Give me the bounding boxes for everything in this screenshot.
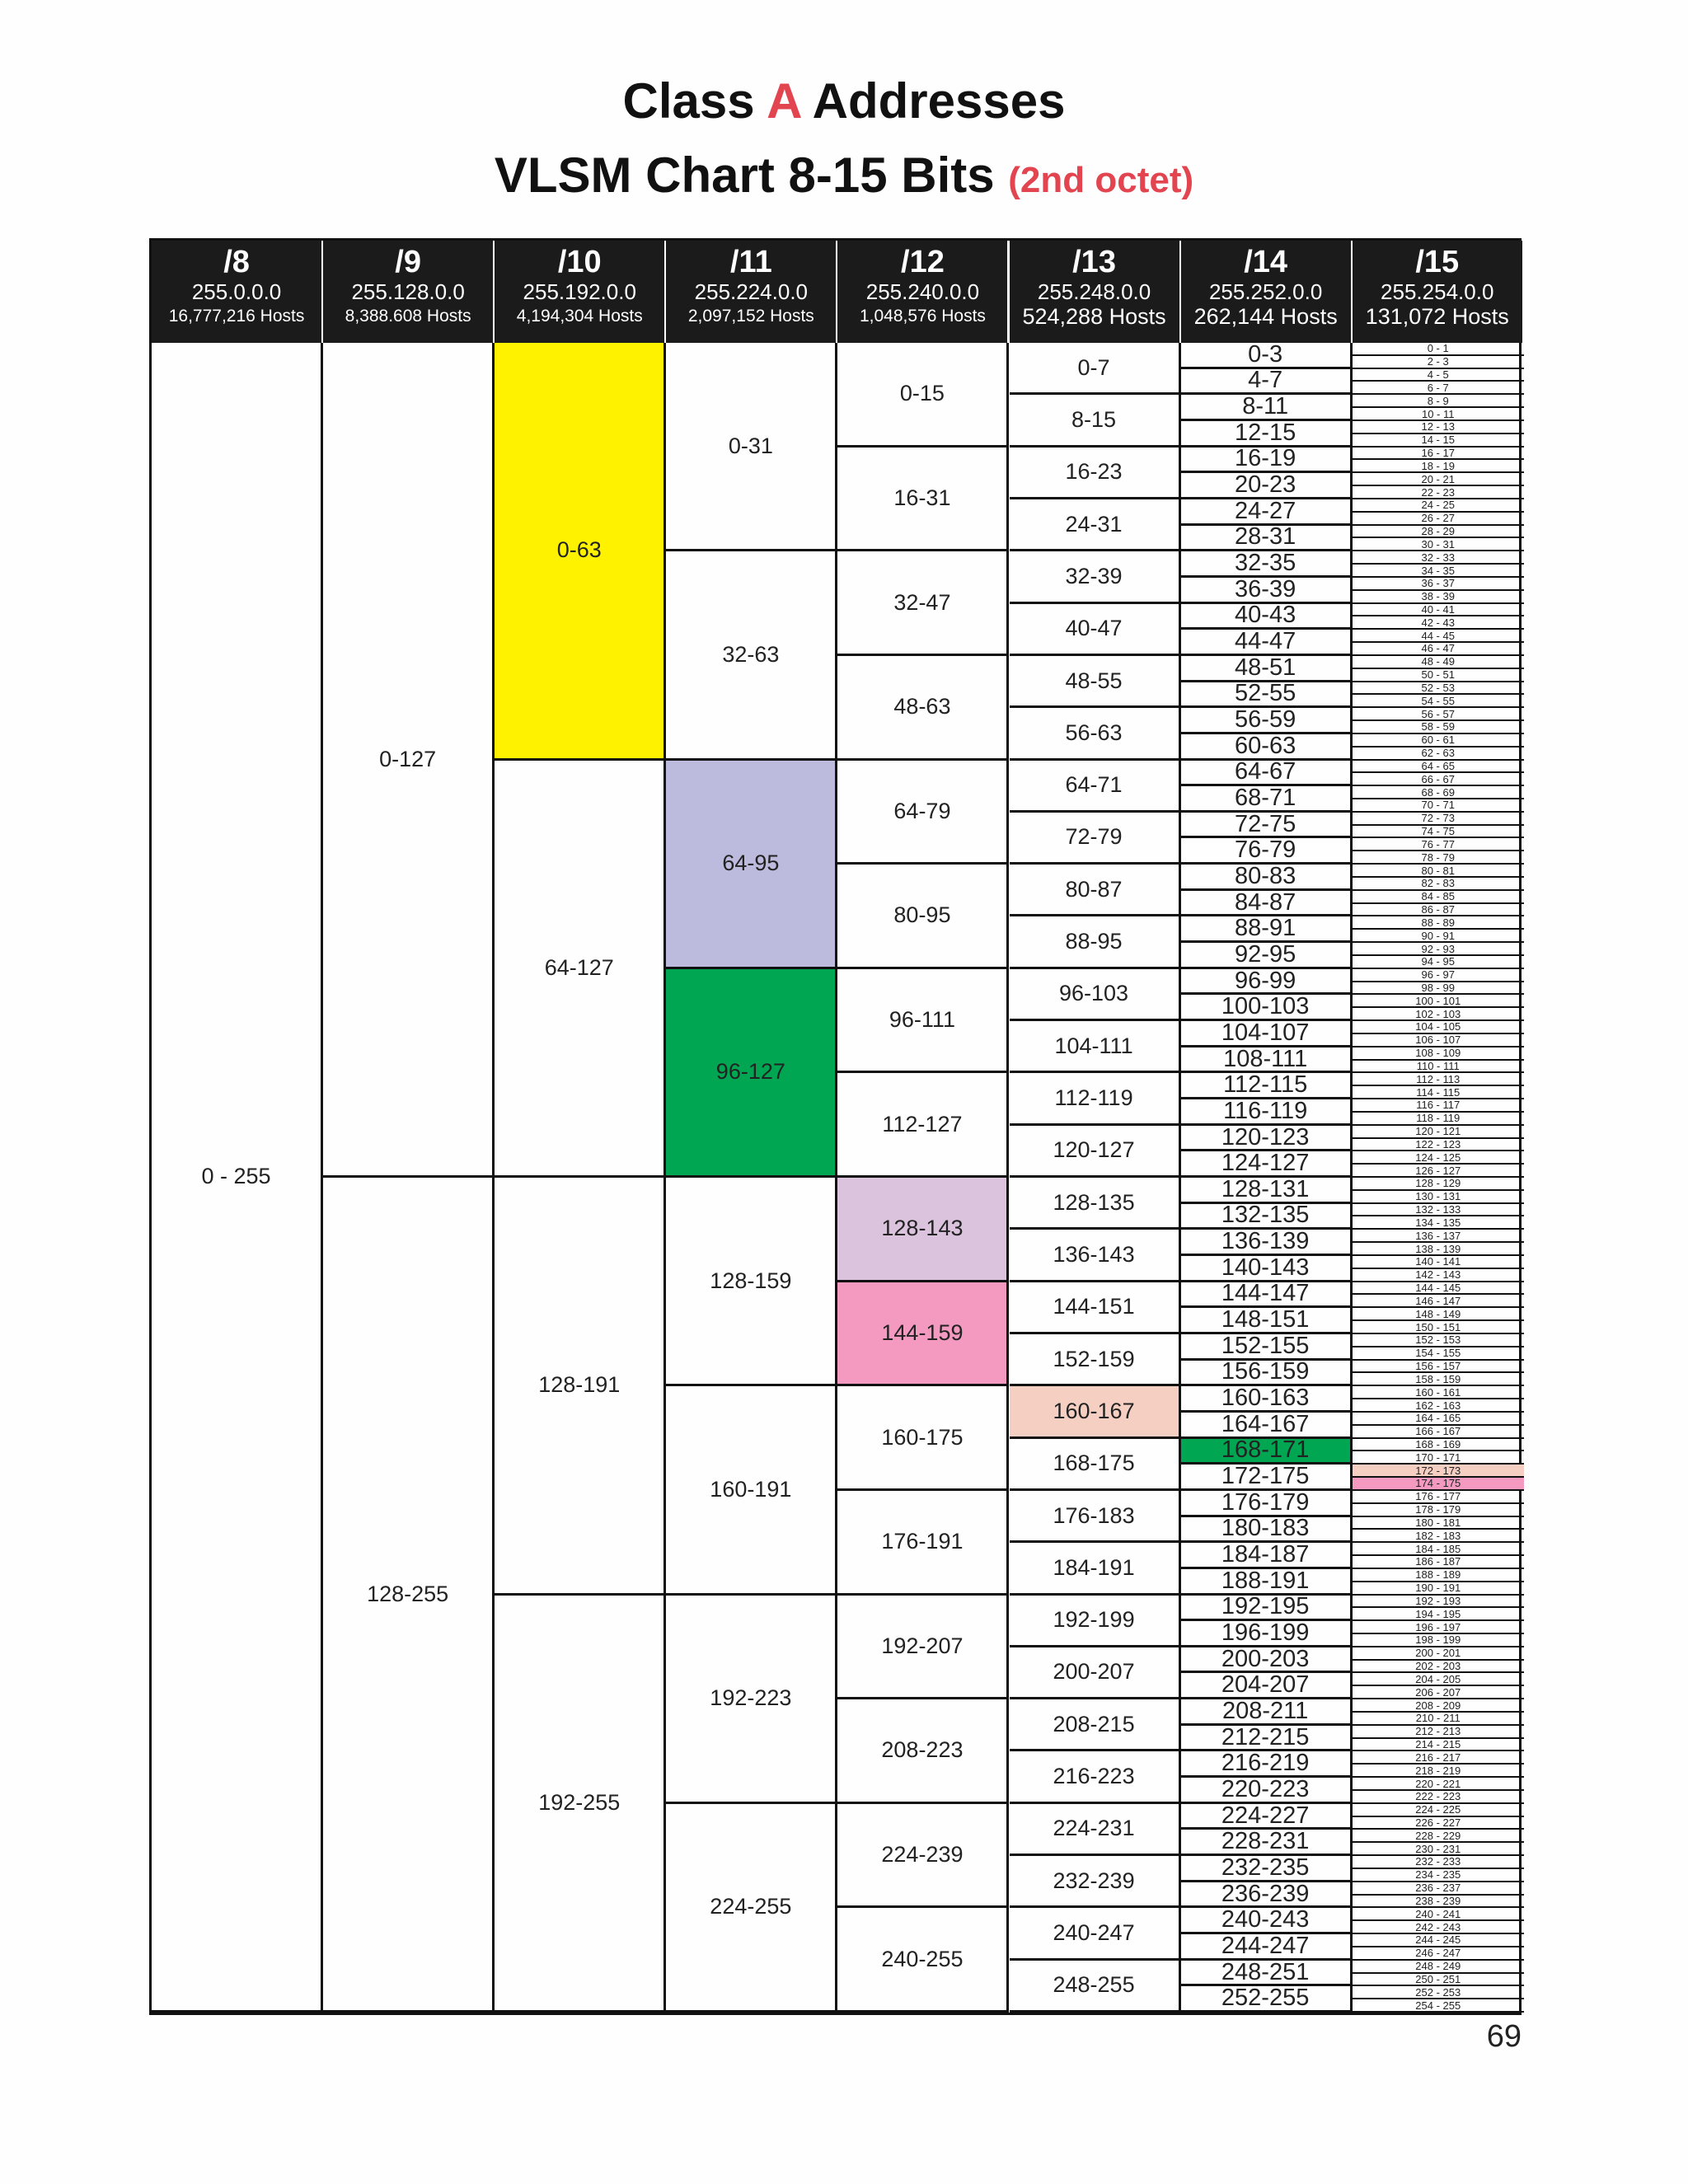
range-cell-14: 20-23 — [1181, 473, 1353, 499]
range-cell-15: 246 - 247 — [1353, 1947, 1524, 1961]
column-header-8 — [152, 241, 323, 343]
hosts-label: 8,388.608 Hosts — [345, 307, 471, 326]
range-cell-12: 0-15 — [837, 343, 1009, 448]
range-cell-14: 220-223 — [1181, 1778, 1353, 1804]
range-cell-13: 168-175 — [1010, 1439, 1181, 1491]
range-cell-15: 174 - 175 — [1353, 1478, 1524, 1491]
range-cell-14: 152-155 — [1181, 1334, 1353, 1361]
range-cell-13: 32-39 — [1010, 551, 1181, 603]
range-cell-14: 240-243 — [1181, 1908, 1353, 1934]
range-cell-15: 10 - 11 — [1353, 408, 1524, 421]
range-cell-15: 110 - 111 — [1353, 1061, 1524, 1074]
range-cell-15: 214 - 215 — [1353, 1739, 1524, 1752]
range-cell-14: 140-143 — [1181, 1256, 1353, 1282]
range-cell-11: 192-223 — [666, 1596, 837, 1804]
range-cell-12: 224-239 — [837, 1804, 1009, 1909]
hosts-label: 16,777,216 Hosts — [168, 307, 305, 326]
range-cell-12: 32-47 — [837, 551, 1009, 656]
range-cell-14: 76-79 — [1181, 838, 1353, 865]
range-cell-15: 134 - 135 — [1353, 1216, 1524, 1230]
range-cell-14: 244-247 — [1181, 1934, 1353, 1961]
range-cell-12: 240-255 — [837, 1908, 1009, 2013]
range-cell-14: 156-159 — [1181, 1361, 1353, 1387]
range-cell-14: 60-63 — [1181, 734, 1353, 761]
range-cell-15: 192 - 193 — [1353, 1596, 1524, 1609]
range-cell-13: 136-143 — [1010, 1230, 1181, 1282]
range-cell-15: 76 - 77 — [1353, 838, 1524, 851]
range-cell-13: 112-119 — [1010, 1073, 1181, 1125]
column-header-15 — [1353, 241, 1524, 343]
range-cell-14: 180-183 — [1181, 1517, 1353, 1544]
range-cell-15: 42 - 43 — [1353, 616, 1524, 630]
range-cell-15: 112 - 113 — [1353, 1073, 1524, 1086]
class-letter: A — [767, 73, 801, 129]
range-cell-15: 66 - 67 — [1353, 773, 1524, 786]
range-cell-14: 12-15 — [1181, 421, 1353, 448]
range-cell-15: 188 - 189 — [1353, 1569, 1524, 1582]
range-cell-10: 128-191 — [495, 1178, 666, 1596]
range-cell-15: 46 - 47 — [1353, 643, 1524, 656]
range-cell-13: 120-127 — [1010, 1126, 1181, 1178]
range-cell-15: 170 - 171 — [1353, 1451, 1524, 1465]
range-cell-14: 128-131 — [1181, 1178, 1353, 1204]
range-cell-13: 24-31 — [1010, 499, 1181, 551]
range-cell-14: 124-127 — [1181, 1151, 1353, 1178]
range-cell-10: 192-255 — [495, 1596, 666, 2013]
range-cell-15: 162 - 163 — [1353, 1399, 1524, 1413]
range-cell-14: 168-171 — [1181, 1439, 1353, 1465]
hosts-label: 131,072 Hosts — [1365, 304, 1509, 329]
range-cell-12: 48-63 — [837, 656, 1009, 761]
range-cell-15: 240 - 241 — [1353, 1908, 1524, 1921]
range-cell-13: 184-191 — [1010, 1543, 1181, 1595]
range-cell-13: 40-47 — [1010, 604, 1181, 656]
range-cell-15: 48 - 49 — [1353, 656, 1524, 669]
range-cell-11: 160-191 — [666, 1386, 837, 1595]
range-cell-11: 128-159 — [666, 1178, 837, 1386]
range-cell-15: 196 - 197 — [1353, 1621, 1524, 1634]
range-cell-12: 80-95 — [837, 865, 1009, 969]
range-cell-15: 148 - 149 — [1353, 1308, 1524, 1321]
range-cell-12: 64-79 — [837, 761, 1009, 865]
range-cell-15: 126 - 127 — [1353, 1165, 1524, 1178]
range-cell-13: 152-159 — [1010, 1334, 1181, 1386]
column-header-9 — [323, 241, 495, 343]
range-cell-13: 8-15 — [1010, 395, 1181, 447]
range-cell-15: 0 - 1 — [1353, 343, 1524, 356]
range-cell-14: 188-191 — [1181, 1569, 1353, 1596]
range-cell-15: 106 - 107 — [1353, 1034, 1524, 1047]
range-cell-11: 96-127 — [666, 969, 837, 1178]
range-cell-14: 236-239 — [1181, 1882, 1353, 1909]
range-cell-13: 232-239 — [1010, 1856, 1181, 1908]
range-cell-13: 176-183 — [1010, 1491, 1181, 1543]
range-cell-15: 168 - 169 — [1353, 1439, 1524, 1452]
range-cell-9: 0-127 — [323, 343, 495, 1178]
range-cell-15: 152 - 153 — [1353, 1334, 1524, 1347]
range-cell-14: 208-211 — [1181, 1699, 1353, 1726]
range-cell-8: 0 - 255 — [152, 343, 323, 2013]
range-cell-14: 224-227 — [1181, 1804, 1353, 1830]
range-cell-13: 216-223 — [1010, 1751, 1181, 1803]
range-cell-15: 154 - 155 — [1353, 1347, 1524, 1361]
range-cell-10: 64-127 — [495, 761, 666, 1179]
range-cell-15: 72 - 73 — [1353, 813, 1524, 826]
range-cell-15: 118 - 119 — [1353, 1113, 1524, 1126]
range-cell-15: 84 - 85 — [1353, 891, 1524, 904]
range-cell-13: 88-95 — [1010, 916, 1181, 968]
range-cell-15: 70 - 71 — [1353, 799, 1524, 813]
range-cell-12: 128-143 — [837, 1178, 1009, 1282]
range-cell-15: 88 - 89 — [1353, 916, 1524, 930]
range-cell-15: 92 - 93 — [1353, 943, 1524, 956]
range-cell-14: 204-207 — [1181, 1673, 1353, 1699]
range-cell-15: 130 - 131 — [1353, 1191, 1524, 1204]
range-cell-14: 200-203 — [1181, 1647, 1353, 1674]
range-cell-15: 234 - 235 — [1353, 1869, 1524, 1882]
range-cell-15: 136 - 137 — [1353, 1230, 1524, 1243]
range-cell-13: 48-55 — [1010, 656, 1181, 708]
range-cell-14: 52-55 — [1181, 682, 1353, 709]
range-cell-15: 202 - 203 — [1353, 1661, 1524, 1674]
range-cell-14: 88-91 — [1181, 916, 1353, 943]
column-header-13 — [1010, 241, 1181, 343]
range-cell-14: 136-139 — [1181, 1230, 1353, 1256]
range-cell-15: 62 - 63 — [1353, 748, 1524, 761]
range-cell-15: 128 - 129 — [1353, 1178, 1524, 1191]
range-cell-13: 104-111 — [1010, 1021, 1181, 1073]
range-cell-15: 230 - 231 — [1353, 1843, 1524, 1856]
range-cell-13: 160-167 — [1010, 1386, 1181, 1438]
range-cell-15: 146 - 147 — [1353, 1295, 1524, 1308]
range-cell-15: 238 - 239 — [1353, 1896, 1524, 1909]
range-cell-14: 104-107 — [1181, 1021, 1353, 1047]
range-cell-13: 240-247 — [1010, 1908, 1181, 1960]
range-cell-15: 160 - 161 — [1353, 1386, 1524, 1399]
range-cell-14: 116-119 — [1181, 1099, 1353, 1126]
range-cell-15: 6 - 7 — [1353, 382, 1524, 395]
range-cell-11: 0-31 — [666, 343, 837, 551]
range-cell-15: 98 - 99 — [1353, 982, 1524, 996]
range-cell-14: 160-163 — [1181, 1386, 1353, 1413]
range-cell-12: 16-31 — [837, 448, 1009, 552]
hosts-label: 1,048,576 Hosts — [859, 307, 986, 326]
range-cell-15: 198 - 199 — [1353, 1634, 1524, 1647]
range-cell-15: 12 - 13 — [1353, 421, 1524, 434]
range-cell-13: 56-63 — [1010, 708, 1181, 760]
range-cell-15: 58 - 59 — [1353, 721, 1524, 734]
range-cell-13: 224-231 — [1010, 1804, 1181, 1856]
range-cell-15: 30 - 31 — [1353, 538, 1524, 551]
range-cell-15: 178 - 179 — [1353, 1504, 1524, 1517]
range-cell-15: 132 - 133 — [1353, 1204, 1524, 1217]
range-cell-15: 102 - 103 — [1353, 1008, 1524, 1021]
mask-label: 255.254.0.0 — [1381, 279, 1494, 304]
range-cell-13: 248-255 — [1010, 1961, 1181, 2013]
range-cell-15: 156 - 157 — [1353, 1361, 1524, 1374]
range-cell-14: 32-35 — [1181, 551, 1353, 578]
range-cell-15: 24 - 25 — [1353, 499, 1524, 513]
range-cell-14: 56-59 — [1181, 708, 1353, 734]
range-cell-14: 176-179 — [1181, 1491, 1353, 1517]
range-cell-15: 54 - 55 — [1353, 695, 1524, 708]
range-cell-14: 120-123 — [1181, 1126, 1353, 1152]
range-cell-15: 184 - 185 — [1353, 1543, 1524, 1556]
range-cell-12: 192-207 — [837, 1596, 1009, 1700]
range-cell-13: 72-79 — [1010, 813, 1181, 865]
range-cell-12: 144-159 — [837, 1282, 1009, 1387]
range-cell-13: 0-7 — [1010, 343, 1181, 395]
range-cell-15: 116 - 117 — [1353, 1099, 1524, 1113]
range-cell-15: 228 - 229 — [1353, 1830, 1524, 1843]
range-cell-14: 36-39 — [1181, 578, 1353, 604]
hosts-label: 4,194,304 Hosts — [516, 307, 643, 326]
range-cell-13: 144-151 — [1010, 1282, 1181, 1334]
range-cell-15: 220 - 221 — [1353, 1778, 1524, 1791]
range-cell-11: 224-255 — [666, 1804, 837, 2013]
range-cell-12: 160-175 — [837, 1386, 1009, 1491]
prefix-label: /14 — [1244, 245, 1288, 279]
hosts-label: 524,288 Hosts — [1022, 304, 1166, 329]
range-cell-12: 176-191 — [837, 1491, 1009, 1596]
range-cell-14: 132-135 — [1181, 1204, 1353, 1230]
range-cell-14: 44-47 — [1181, 630, 1353, 656]
range-cell-15: 56 - 57 — [1353, 708, 1524, 721]
range-cell-11: 32-63 — [666, 551, 837, 760]
range-cell-14: 48-51 — [1181, 656, 1353, 682]
range-cell-15: 206 - 207 — [1353, 1686, 1524, 1699]
range-cell-12: 112-127 — [837, 1073, 1009, 1178]
range-cell-15: 52 - 53 — [1353, 682, 1524, 696]
range-cell-15: 86 - 87 — [1353, 904, 1524, 917]
range-cell-13: 80-87 — [1010, 865, 1181, 916]
range-cell-14: 64-67 — [1181, 761, 1353, 787]
range-cell-15: 172 - 173 — [1353, 1465, 1524, 1478]
range-cell-10: 0-63 — [495, 343, 666, 761]
range-cell-15: 32 - 33 — [1353, 551, 1524, 565]
range-cell-13: 128-135 — [1010, 1178, 1181, 1230]
range-cell-11: 64-95 — [666, 761, 837, 969]
range-cell-15: 22 - 23 — [1353, 486, 1524, 499]
range-cell-15: 90 - 91 — [1353, 930, 1524, 943]
range-cell-14: 96-99 — [1181, 969, 1353, 996]
prefix-label: /8 — [223, 245, 250, 279]
range-cell-15: 36 - 37 — [1353, 578, 1524, 591]
range-cell-14: 4-7 — [1181, 369, 1353, 396]
mask-label: 255.192.0.0 — [523, 279, 636, 304]
range-cell-15: 218 - 219 — [1353, 1765, 1524, 1778]
range-cell-15: 64 - 65 — [1353, 761, 1524, 774]
range-cell-15: 222 - 223 — [1353, 1791, 1524, 1804]
range-cell-15: 26 - 27 — [1353, 513, 1524, 526]
column-header-14 — [1181, 241, 1353, 343]
range-cell-13: 16-23 — [1010, 448, 1181, 499]
range-cell-15: 242 - 243 — [1353, 1921, 1524, 1934]
range-cell-15: 34 - 35 — [1353, 565, 1524, 578]
range-cell-15: 190 - 191 — [1353, 1582, 1524, 1596]
range-cell-15: 166 - 167 — [1353, 1426, 1524, 1439]
page-title: Class A Addresses — [622, 73, 1066, 129]
range-cell-15: 164 - 165 — [1353, 1413, 1524, 1426]
range-cell-14: 148-151 — [1181, 1308, 1353, 1334]
range-cell-14: 108-111 — [1181, 1047, 1353, 1074]
range-cell-14: 248-251 — [1181, 1961, 1353, 1987]
range-cell-15: 140 - 141 — [1353, 1256, 1524, 1269]
range-cell-15: 114 - 115 — [1353, 1086, 1524, 1099]
prefix-label: /12 — [901, 245, 945, 279]
range-cell-14: 172-175 — [1181, 1465, 1353, 1491]
mask-label: 255.0.0.0 — [191, 279, 282, 304]
range-cell-15: 68 - 69 — [1353, 786, 1524, 799]
range-cell-15: 210 - 211 — [1353, 1713, 1524, 1726]
range-cell-13: 192-199 — [1010, 1596, 1181, 1647]
range-cell-14: 40-43 — [1181, 604, 1353, 630]
range-cell-14: 80-83 — [1181, 865, 1353, 891]
range-cell-15: 120 - 121 — [1353, 1126, 1524, 1139]
range-cell-15: 16 - 17 — [1353, 448, 1524, 461]
range-cell-15: 212 - 213 — [1353, 1726, 1524, 1739]
range-cell-15: 142 - 143 — [1353, 1269, 1524, 1282]
range-cell-15: 254 - 255 — [1353, 1999, 1524, 2013]
range-cell-14: 192-195 — [1181, 1596, 1353, 1622]
vlsm-chart — [149, 238, 1522, 2015]
mask-label: 255.248.0.0 — [1037, 279, 1151, 304]
range-cell-14: 8-11 — [1181, 395, 1353, 421]
range-cell-15: 78 - 79 — [1353, 851, 1524, 865]
range-cell-13: 200-207 — [1010, 1647, 1181, 1699]
range-cell-15: 176 - 177 — [1353, 1491, 1524, 1504]
range-cell-15: 80 - 81 — [1353, 865, 1524, 878]
range-cell-15: 122 - 123 — [1353, 1139, 1524, 1152]
range-cell-15: 194 - 195 — [1353, 1608, 1524, 1621]
range-cell-15: 2 - 3 — [1353, 356, 1524, 369]
range-cell-15: 74 - 75 — [1353, 826, 1524, 839]
page-subtitle: VLSM Chart 8-15 Bits (2nd octet) — [494, 148, 1194, 203]
prefix-label: /9 — [395, 245, 421, 279]
range-cell-15: 244 - 245 — [1353, 1934, 1524, 1947]
column-header-12 — [837, 241, 1009, 343]
range-cell-15: 40 - 41 — [1353, 604, 1524, 617]
mask-label: 255.224.0.0 — [694, 279, 809, 304]
range-cell-13: 64-71 — [1010, 761, 1181, 813]
range-cell-14: 228-231 — [1181, 1830, 1353, 1856]
mask-label: 255.252.0.0 — [1208, 279, 1323, 304]
range-cell-15: 248 - 249 — [1353, 1961, 1524, 1974]
range-cell-14: 184-187 — [1181, 1543, 1353, 1569]
range-cell-14: 16-19 — [1181, 448, 1353, 474]
range-cell-15: 20 - 21 — [1353, 473, 1524, 486]
range-cell-14: 28-31 — [1181, 526, 1353, 552]
page-number: 69 — [1486, 2019, 1522, 2054]
prefix-label: /13 — [1072, 245, 1116, 279]
range-cell-15: 96 - 97 — [1353, 969, 1524, 982]
column-header-11 — [666, 241, 837, 343]
range-cell-15: 44 - 45 — [1353, 630, 1524, 643]
range-cell-15: 8 - 9 — [1353, 395, 1524, 408]
range-cell-15: 104 - 105 — [1353, 1021, 1524, 1034]
range-cell-15: 186 - 187 — [1353, 1556, 1524, 1569]
range-cell-15: 200 - 201 — [1353, 1647, 1524, 1661]
range-cell-13: 96-103 — [1010, 969, 1181, 1021]
range-cell-12: 208-223 — [837, 1699, 1009, 1804]
range-cell-14: 72-75 — [1181, 813, 1353, 839]
range-cell-14: 92-95 — [1181, 943, 1353, 969]
range-cell-12: 96-111 — [837, 969, 1009, 1074]
prefix-label: /11 — [729, 245, 772, 279]
range-cell-15: 180 - 181 — [1353, 1517, 1524, 1530]
range-cell-15: 204 - 205 — [1353, 1673, 1524, 1686]
range-cell-15: 100 - 101 — [1353, 995, 1524, 1008]
mask-label: 255.128.0.0 — [351, 279, 465, 304]
range-cell-15: 138 - 139 — [1353, 1243, 1524, 1256]
range-cell-14: 84-87 — [1181, 891, 1353, 917]
range-cell-15: 150 - 151 — [1353, 1321, 1524, 1334]
column-header-10 — [495, 241, 666, 343]
range-cell-15: 252 - 253 — [1353, 1986, 1524, 1999]
range-cell-14: 232-235 — [1181, 1856, 1353, 1882]
range-cell-14: 24-27 — [1181, 499, 1353, 526]
range-cell-15: 38 - 39 — [1353, 591, 1524, 604]
range-cell-14: 0-3 — [1181, 343, 1353, 369]
range-cell-15: 4 - 5 — [1353, 369, 1524, 382]
range-cell-15: 232 - 233 — [1353, 1856, 1524, 1869]
range-cell-15: 14 - 15 — [1353, 434, 1524, 448]
range-cell-15: 144 - 145 — [1353, 1282, 1524, 1296]
hosts-label: 262,144 Hosts — [1193, 304, 1338, 329]
range-cell-14: 216-219 — [1181, 1751, 1353, 1778]
range-cell-14: 100-103 — [1181, 995, 1353, 1021]
range-cell-15: 226 - 227 — [1353, 1817, 1524, 1830]
range-cell-15: 208 - 209 — [1353, 1699, 1524, 1713]
range-cell-15: 60 - 61 — [1353, 734, 1524, 748]
range-cell-15: 82 - 83 — [1353, 878, 1524, 891]
range-cell-14: 252-255 — [1181, 1986, 1353, 2013]
range-cell-14: 68-71 — [1181, 786, 1353, 813]
range-cell-14: 164-167 — [1181, 1413, 1353, 1439]
range-cell-15: 216 - 217 — [1353, 1751, 1524, 1765]
range-cell-15: 182 - 183 — [1353, 1530, 1524, 1543]
range-cell-15: 158 - 159 — [1353, 1373, 1524, 1386]
range-cell-15: 108 - 109 — [1353, 1047, 1524, 1061]
range-cell-14: 196-199 — [1181, 1621, 1353, 1647]
hosts-label: 2,097,152 Hosts — [687, 307, 814, 326]
range-cell-14: 112-115 — [1181, 1073, 1353, 1099]
range-cell-15: 224 - 225 — [1353, 1804, 1524, 1817]
range-cell-15: 18 - 19 — [1353, 460, 1524, 473]
range-cell-9: 128-255 — [323, 1178, 495, 2013]
range-cell-15: 94 - 95 — [1353, 956, 1524, 969]
subtitle-note: (2nd octet) — [1008, 160, 1194, 200]
range-cell-15: 124 - 125 — [1353, 1151, 1524, 1165]
range-cell-15: 50 - 51 — [1353, 669, 1524, 682]
range-cell-13: 208-215 — [1010, 1699, 1181, 1751]
mask-label: 255.240.0.0 — [865, 279, 980, 304]
prefix-label: /10 — [557, 245, 602, 279]
range-cell-15: 236 - 237 — [1353, 1882, 1524, 1896]
range-cell-14: 144-147 — [1181, 1282, 1353, 1309]
range-cell-15: 250 - 251 — [1353, 1974, 1524, 1987]
range-cell-15: 28 - 29 — [1353, 526, 1524, 539]
range-cell-14: 212-215 — [1181, 1726, 1353, 1752]
prefix-label: /15 — [1415, 245, 1460, 279]
